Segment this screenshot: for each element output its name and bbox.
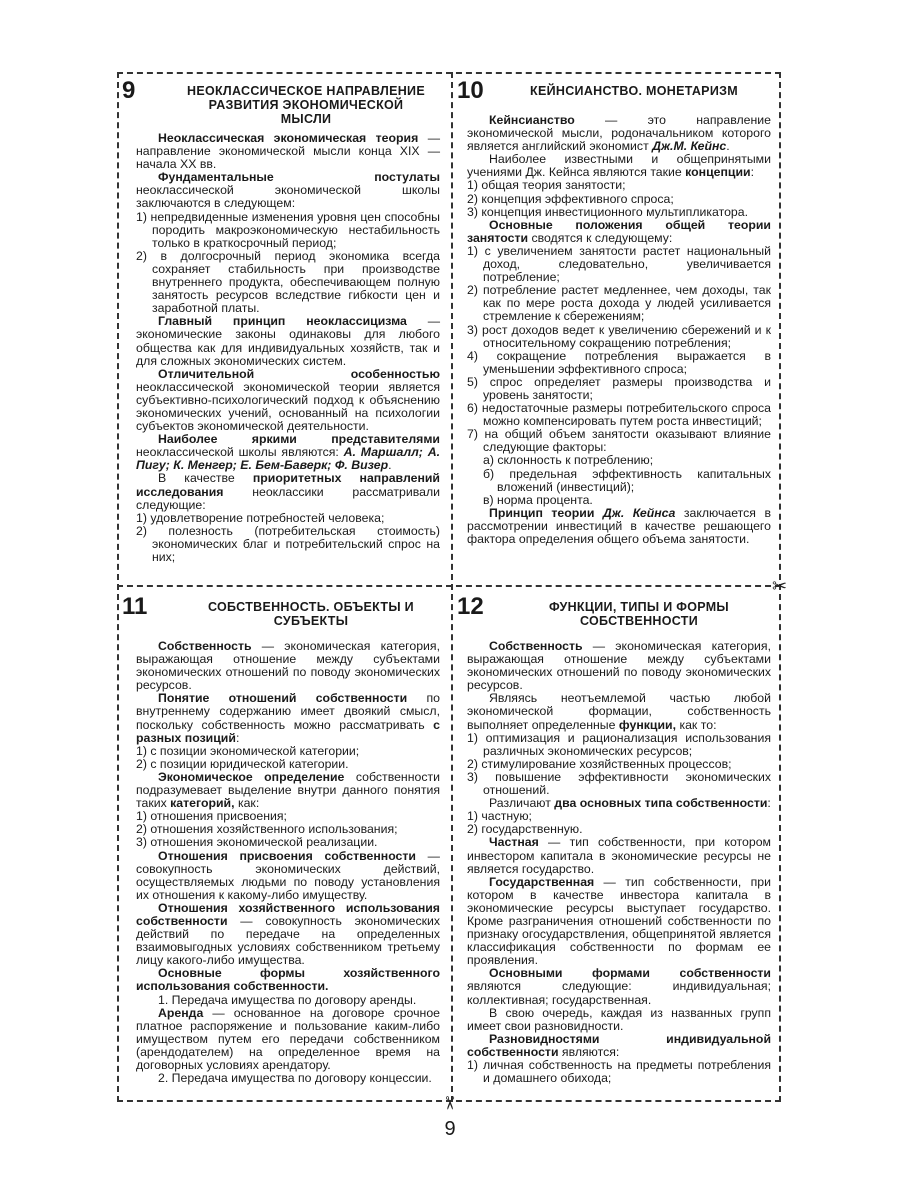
- card-number: 11: [122, 594, 151, 620]
- paragraph: Отличительной особенностью неоклассической экономической теории является субъективно-психологический подход к объяснению экономических учений, основанный на психологии субъектов экономической деятельности.: [136, 366, 440, 434]
- card-11: [122, 594, 440, 1085]
- paragraph: Основными формами собственности являются следующие: индивидуальная; коллективная; государственная.: [467, 966, 771, 1007]
- list-item: 6) недостаточные размеры потребительского спроса можно компенсировать путем роста инвестиций;: [467, 401, 771, 429]
- paragraph: Понятие отношений собственности по внутреннему содержанию имеет двоякий смысл, поскольку собственность можно рассматривать с разных позиций:: [136, 691, 441, 745]
- list-item: а) склонность к потреблению;: [483, 453, 654, 468]
- card-body: [467, 114, 771, 546]
- list-item: 4) сокращение потребления выражается в уменьшении эффективного спроса;: [467, 348, 771, 376]
- list-item: 1) оптимизация и рационализация использования различных экономических ресурсов;: [467, 730, 771, 758]
- list-item: 1) частную;: [467, 809, 532, 824]
- list-item: 1) непредвиденные изменения уровня цен способны породить макроэкономическую нестабильность только в краткосрочный период;: [136, 209, 440, 250]
- card-title: КЕЙНСИАНСТВО. МОНЕТАРИЗМ: [530, 84, 738, 98]
- paragraph: В свою очередь, каждая из названных групп имеет свои разновидности.: [467, 1005, 771, 1033]
- paragraph: Неоклассическая экономическая теория — направление экономической мысли конца XIX — начала XX вв.: [136, 131, 441, 172]
- card-10: [457, 78, 771, 546]
- card-number: 10: [457, 78, 488, 104]
- list-item: 1) общая теория занятости;: [467, 178, 626, 193]
- card-body: [136, 132, 440, 564]
- scissors-icon: ✂: [439, 1095, 460, 1111]
- list-item: 2) с позиции юридической категории.: [136, 756, 349, 771]
- paragraph: Экономическое определение собственности подразумевает выделение внутри данного понятия таких категорий, как:: [136, 769, 440, 811]
- horizontal-cut-line: [117, 585, 781, 587]
- card-body: [467, 640, 771, 1085]
- card-body: [136, 640, 440, 1085]
- paragraph: В качестве приоритетных направлений исследования неоклассики рассматривали следующие:: [136, 471, 440, 512]
- list-item: 1) с позиции экономической категории;: [136, 743, 360, 758]
- paragraph: Аренда — основанное на договоре срочное платное распоряжение и пользование каким-либо имуществом путем его передачи собственником (арендодателем) на определенное время на договорных условиях арендатору.: [136, 1005, 440, 1072]
- list-item: 1) отношения присвоения;: [136, 809, 287, 824]
- paragraph: Государственная — тип собственности, при котором в качестве инвестора капитала в экономические ресурсы выступает государство. Кроме разграничения отношений собственности по признаку огосударствления, общепринятой является классификация собственности по формам ее проявления.: [467, 874, 771, 968]
- paragraph: Фундаментальные постулаты неоклассической экономической школы заключаются в следующем:: [136, 170, 440, 211]
- list-item: 5) спрос определяет размеры производства и уровень занятости;: [467, 374, 771, 402]
- card-12: [457, 594, 771, 1085]
- list-item: б) предельная эффективность капитальных вложений (инвестиций);: [483, 466, 771, 494]
- list-item: 3) отношения экономической реализации.: [136, 835, 378, 850]
- card-9: [122, 78, 440, 564]
- scissors-icon: ✂: [772, 576, 788, 596]
- list-item: 2) отношения хозяйственного использования;: [136, 822, 398, 837]
- list-item: 1) удовлетворение потребностей человека;: [136, 510, 385, 525]
- list-item: 7) на общий объем занятости оказывают влияние следующие факторы:: [467, 427, 771, 455]
- paragraph: Наиболее известными и общепринятыми учениями Дж. Кейнса являются такие концепции:: [467, 152, 771, 180]
- paragraph: Кейнсианство — это направление экономической мысли, родоначальником которого является английский экономист Дж.М. Кейнс.: [467, 113, 771, 154]
- paragraph: Основные формы хозяйственного использования собственности.: [136, 966, 440, 994]
- list-item: 3) рост доходов ведет к увеличению сбережений и к относительному сокращению потребления;: [467, 322, 771, 350]
- list-item: 2) в долгосрочный период экономика всегда сохраняет стабильность при производстве внутреннего продукта, обеспечивающем полную занятость ресурсов вследствие гибкости цен и заработной платы.: [136, 248, 440, 316]
- paragraph: Главный принцип неоклассицизма — экономические законы одинаковы для любого общества как для индивидуальных хозяйств, так и для сложных экономических систем.: [136, 314, 441, 368]
- paragraph: Различают два основных типа собственности:: [489, 796, 771, 811]
- card-title: НЕОКЛАССИЧЕСКОЕ НАПРАВЛЕНИЕ РАЗВИТИЯ ЭКОНОМИЧЕСКОЙ МЫСЛИ: [187, 84, 425, 126]
- paragraph: Отношения хозяйственного использования собственности — совокупность экономических действий по передаче на определенных взаимовыгодных условиях собственником третьему лицу какого-либо имущества.: [136, 900, 440, 968]
- paragraph: Наиболее яркими представителями неоклассической школы являются: А. Маршалл; А. Пигу; К. Менгер; Е. Бем-Баверк; Ф. Визер.: [136, 432, 440, 473]
- card-title: СОБСТВЕННОСТЬ. ОБЪЕКТЫ И СУБЪЕКТЫ: [208, 600, 414, 628]
- card-number: 12: [457, 594, 488, 620]
- list-item: 2) концепция эффективного спроса;: [467, 191, 674, 206]
- list-item: 2) государственную.: [467, 822, 583, 837]
- card-number: 9: [122, 78, 139, 104]
- list-item: в) норма процента.: [483, 492, 593, 507]
- paragraph: Разновидностями индивидуальной собственности являются:: [467, 1031, 771, 1059]
- paragraph: Собственность — экономическая категория, выражающая отношение между субъектами экономических отношений по поводу экономических ресурсов.: [136, 639, 440, 693]
- vertical-cut-line: [451, 72, 453, 1102]
- paragraph: 2. Передача имущества по договору концессии.: [158, 1071, 432, 1086]
- paragraph: Принцип теории Дж. Кейнса заключается в рассмотрении инвестиций в качестве решающего фактора определения общего объема занятости.: [467, 505, 771, 546]
- card-title: ФУНКЦИИ, ТИПЫ И ФОРМЫ СОБСТВЕННОСТИ: [549, 600, 729, 628]
- paragraph: Являясь неотъемлемой частью любой экономической формации, собственность выполняет определенные функции, как то:: [467, 691, 771, 732]
- list-item: 2) полезность (потребительская стоимость) экономических благ и потребительский спрос на них;: [136, 523, 440, 564]
- list-item: 3) повышение эффективности экономических отношений.: [467, 769, 771, 798]
- list-item: 1) с увеличением занятости растет национальный доход, следовательно, увеличивается потребление;: [467, 243, 771, 285]
- paragraph: Собственность — экономическая категория, выражающая отношение между субъектами экономических отношений по поводу экономических ресурсов.: [467, 639, 771, 693]
- paragraph: 1. Передача имущества по договору аренды.: [158, 992, 417, 1007]
- list-item: 2) потребление растет медленнее, чем доходы, так как по мере роста дохода у людей усиливается стремление к сбережениям;: [467, 283, 771, 324]
- paragraph: Отношения присвоения собственности — совокупность экономических действий, осуществляемых людьми по поводу установления их отношения к какому-либо имуществу.: [136, 848, 440, 902]
- paragraph: Основные положения общей теории занятости сводятся к следующему:: [467, 217, 771, 245]
- list-item: 2) стимулирование хозяйственных процессов;: [467, 756, 732, 771]
- list-item: 1) личная собственность на предметы потребления и домашнего обихода;: [467, 1058, 771, 1086]
- paragraph: Частная — тип собственности, при котором инвестором капитала в экономические ресурсы не является государство.: [467, 835, 771, 876]
- page-number: 9: [444, 1118, 456, 1140]
- list-item: 3) концепция инвестиционного мультипликатора.: [467, 204, 749, 219]
